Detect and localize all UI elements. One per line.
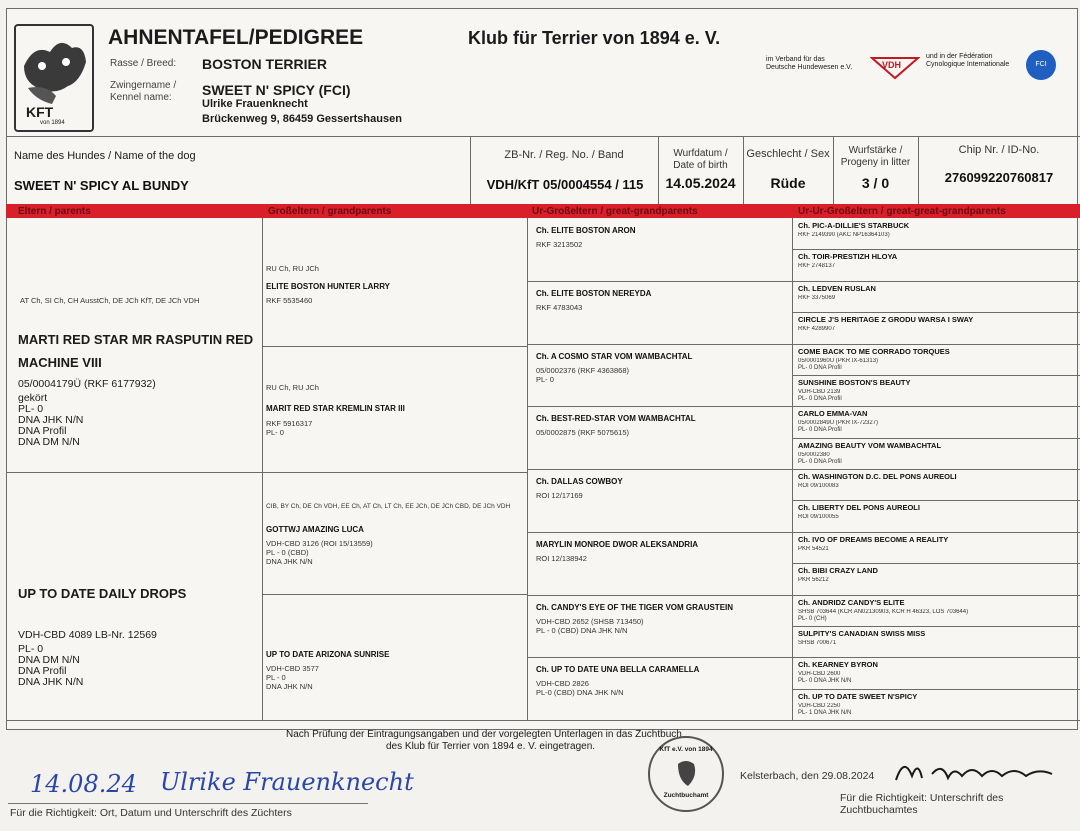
reg-number: VDH/KfT 05/0004554 / 115 <box>486 177 644 192</box>
gggp-name: AMAZING BEAUTY VOM WAMBACHTAL <box>798 440 942 450</box>
gp1-name: ELITE BOSTON HUNTER LARRY <box>266 282 391 291</box>
gp2-name: MARIT RED STAR KREMLIN STAR III <box>266 404 405 413</box>
gggp-name: SULPITY'S CANADIAN SWISS MISS <box>798 628 926 638</box>
vdh-logo-text: VDH <box>882 60 902 70</box>
chip-label: Chip Nr. / ID-No. <box>958 144 1040 156</box>
ggp-reg: VDH-CBD 2826 <box>536 679 589 689</box>
ggp-reg: 05/0002875 (RKF 5075615) <box>536 428 629 438</box>
club-stamp <box>648 736 724 812</box>
dam-line-4: DNA JHK N/N <box>18 676 84 688</box>
gggp-reg: PKR 54521 <box>798 545 829 552</box>
sex-label: Geschlecht / Sex <box>746 148 830 160</box>
gggp-name: Ch. PIC-A-DILLIE'S STARBUCK <box>798 221 910 230</box>
vdh-text-line-2: Deutsche Hundewesen e.V. <box>766 64 853 71</box>
stamp-terrier-icon <box>672 758 700 788</box>
grid-line <box>527 657 792 658</box>
gggp-name: Ch. ANDRIDZ CANDY'S ELITE <box>798 597 905 607</box>
col-grandparents: Großeltern / grandparents <box>268 206 392 217</box>
gggp-extra: PL- 1 DNA JHK N/N <box>798 709 852 716</box>
grid-line <box>792 438 1080 439</box>
grid-line <box>792 595 1080 596</box>
gp1-reg: RKF 5535460 <box>266 296 313 305</box>
ggp-reg: ROI 12/17169 <box>536 491 583 500</box>
grid-line <box>527 532 792 533</box>
ggp-name: MARYLIN MONROE DWOR ALEKSANDRIA <box>536 539 699 549</box>
gggp-name: SUNSHINE BOSTON'S BEAUTY <box>798 377 911 387</box>
gggp-reg: SHSB 703644 (KCR AN02130903, KCR H 46323, LOS 703644) <box>798 608 969 615</box>
breeder-sign-line <box>8 803 368 804</box>
sire-line-5: DNA DM N/N <box>18 436 80 448</box>
gggp-reg: ROI 09/100055 <box>798 514 839 521</box>
gggp-reg: ROI 09/100083 <box>798 483 839 489</box>
grid-line <box>792 249 1080 250</box>
gggp-reg: 05/0001960U (PKR IX-61313) <box>798 357 879 364</box>
gp2-reg: RKF 5916317 <box>266 419 313 428</box>
chip-number: 276099220760817 <box>944 170 1054 185</box>
gggp-extra: PL- 0 (CH) <box>798 615 827 622</box>
gggp-extra: PL- 0 DNA Profil <box>798 427 842 434</box>
ggp-name: Ch. ELITE BOSTON ARON <box>536 226 636 235</box>
document-title: AHNENTAFEL/PEDIGREE <box>108 26 364 49</box>
sire-titles: AT Ch, SI Ch, CH AusstCh, DE JCh KfT, DE JCh VDH <box>20 296 200 305</box>
litter-label-line-2: Progeny in litter <box>840 157 911 168</box>
sire-line-1: gekört <box>18 392 48 404</box>
stamp-bottom-text: Zuchtbuchamt <box>663 792 709 799</box>
ggp-reg: ROI 12/138942 <box>536 553 587 563</box>
col-parents: Eltern / parents <box>18 206 91 217</box>
ggp-name: Ch. DALLAS COWBOY <box>536 477 623 486</box>
fci-text <box>926 53 1009 69</box>
dob-label-line-1: Wurfdatum / <box>673 148 728 159</box>
grid-line <box>527 344 792 345</box>
breed-label: Rasse / Breed: <box>110 58 177 69</box>
gp2-titles: RU Ch, RU JCh <box>266 383 319 392</box>
sire-line-4: DNA Profil <box>18 425 67 437</box>
dog-name: SWEET N' SPICY AL BUNDY <box>14 178 189 193</box>
registration-note-1: Nach Prüfung der Eintragungsangaben und der vorgelegten Unterlagen in das Zuchtbuch <box>286 729 682 740</box>
gp3-extra2: DNA JHK N/N <box>266 557 313 566</box>
litter-label <box>833 145 918 169</box>
grid-line <box>792 281 1080 282</box>
gggp-extra: PL- 0 DNA Profil <box>798 364 842 371</box>
gggp-reg: 05/0002380 <box>798 451 830 458</box>
gp3-name: GOTTWJ AMAZING LUCA <box>266 525 364 534</box>
gggp-reg: 05/0002849U (PKR IX-72327) <box>798 420 879 427</box>
gggp-name: Ch. IVO OF DREAMS BECOME A REALITY <box>798 534 949 544</box>
gggp-reg: PKR 56212 <box>798 577 829 584</box>
grid-line <box>792 344 1080 345</box>
grid-line <box>792 657 1080 658</box>
gp3-titles: CIB, BY Ch, DE Ch VDH, EE Ch, AT Ch, LT Ch, EE JCh, DE JCh CBD, DE JCh VDH <box>266 503 511 510</box>
gp4-extra2: DNA JHK N/N <box>266 682 313 691</box>
ggp-name: Ch. UP TO DATE UNA BELLA CARAMELLA <box>536 665 700 675</box>
reg-label: ZB-Nr. / Reg. No. / Band <box>504 149 624 161</box>
gp2-extra: PL- 0 <box>266 428 284 437</box>
dob-label <box>658 148 743 172</box>
dam-line-3: DNA Profil <box>18 665 67 677</box>
gggp-name: CIRCLE J'S HERITAGE Z GRODU WARSA I SWAY <box>798 315 974 325</box>
gggp-name: Ch. KEARNEY BYRON <box>798 660 878 670</box>
gggp-extra: PL- 0 DNA Profil <box>798 458 842 465</box>
breeder-signature: Ulrike Frauenknecht <box>160 768 414 796</box>
office-signature <box>892 752 1062 788</box>
grid-line <box>792 406 1080 407</box>
grid-line <box>527 281 792 282</box>
grid-line <box>527 595 792 596</box>
dam-line-1: PL- 0 <box>18 643 44 655</box>
breed-value: BOSTON TERRIER <box>202 56 327 72</box>
handwritten-date: 14.08.24 <box>30 770 137 798</box>
gggp-name: CARLO EMMA-VAN <box>798 409 868 419</box>
grid-line <box>792 689 1080 690</box>
dog-name-label: Name des Hundes / Name of the dog <box>14 150 196 162</box>
grid-line <box>792 532 1080 533</box>
gp1-titles: RU Ch, RU JCh <box>266 264 319 273</box>
grid-line <box>262 472 527 473</box>
breeder-caption: Für die Richtigkeit: Ort, Datum und Unterschrift des Züchters <box>10 807 292 819</box>
grid-line <box>792 375 1080 376</box>
ggp-reg: RKF 3213502 <box>536 240 583 249</box>
ggp-name: Ch. CANDY'S EYE OF THE TIGER VOM GRAUSTEIN <box>536 602 734 612</box>
dam-name: UP TO DATE DAILY DROPS <box>18 586 187 601</box>
registration-note-2: des Klub für Terrier von 1894 e. V. eingetragen. <box>386 741 596 752</box>
vdh-text-line-1: im Verband für das <box>766 56 825 63</box>
gp4-reg: VDH-CBD 3577 <box>266 664 319 673</box>
dam-reg: VDH-CBD 4089 LB-Nr. 12569 <box>18 629 157 641</box>
ggp-extra: PL-0 (CBD) DNA JHK N/N <box>536 688 624 698</box>
gggp-reg: RKF 2748137 <box>798 263 836 270</box>
gggp-name: COME BACK TO ME CORRADO TORQUES <box>798 346 950 356</box>
ggp-name: Ch. A COSMO STAR VOM WAMBACHTAL <box>536 351 693 361</box>
club-name: Klub für Terrier von 1894 e. V. <box>468 28 721 48</box>
ggp-extra: PL - 0 (CBD) DNA JHK N/N <box>536 625 628 635</box>
litter-value: 3 / 0 <box>861 175 890 191</box>
gggp-reg: RKF 2149390 (AKC NP16364103) <box>798 232 890 238</box>
gggp-reg: SHSB 700671 <box>798 639 837 646</box>
fci-text-line-2: Cynologique Internationale <box>926 61 1010 68</box>
gggp-name: Ch. BIBI CRAZY LAND <box>798 566 878 576</box>
sire-line-2: PL- 0 <box>18 403 44 415</box>
ggp-name: Ch. BEST-RED-STAR VOM WAMBACHTAL <box>536 414 696 424</box>
ggp-reg: VDH-CBD 2652 (SHSB 713450) <box>536 616 644 626</box>
gggp-name: Ch. UP TO DATE SWEET N'SPICY <box>798 691 918 701</box>
sire-reg: 05/0004179Ü (RKF 6177932) <box>18 378 156 390</box>
col-greatgreat: Ur-Ur-Großeltern / great-great-grandparents <box>798 206 1006 217</box>
ggp-reg: RKF 4783043 <box>536 302 583 312</box>
grid-line <box>6 720 1080 721</box>
dob-value: 14.05.2024 <box>665 175 736 191</box>
gggp-name: Ch. LEDVEN RUSLAN <box>798 283 876 293</box>
gp4-extra: PL - 0 <box>266 673 286 682</box>
gggp-reg: VDH-CBD 2600 <box>798 671 841 678</box>
gggp-reg: RKF 3375069 <box>798 294 836 301</box>
sire-name-line-2: MACHINE VIII <box>18 355 102 370</box>
office-caption: Für die Richtigkeit: Unterschrift des Zuchtbuchamtes <box>840 792 1004 816</box>
grid-line <box>792 469 1080 470</box>
stamp-top-text: KfT e.V. von 1894 <box>659 746 713 753</box>
dam-line-2: DNA DM N/N <box>18 654 80 666</box>
sire-name-line-1: MARTI RED STAR MR RASPUTIN RED <box>18 332 254 347</box>
place-date: Kelsterbach, den 29.08.2024 <box>740 770 875 782</box>
club-logo <box>14 24 94 132</box>
grid-line <box>527 469 792 470</box>
owner-name: Ulrike Frauenknecht <box>202 98 308 110</box>
owner-address: Brückenweg 9, 86459 Gessertshausen <box>202 113 402 125</box>
dob-label-line-2: Date of birth <box>673 160 728 171</box>
grid-line <box>262 346 527 347</box>
gggp-name: Ch. LIBERTY DEL PONS AUREOLI <box>798 503 920 513</box>
grid-line <box>262 218 263 720</box>
col-great: Ur-Großeltern / great-grandparents <box>532 206 698 217</box>
gggp-reg: RKF 4289907 <box>798 326 836 333</box>
gggp-reg: VDH-CBD 2250 <box>798 702 841 709</box>
vdh-text <box>766 56 852 72</box>
grid-line <box>792 626 1080 627</box>
grid-line <box>6 472 262 473</box>
ggp-extra: PL- 0 <box>536 374 554 384</box>
gggp-name: Ch. WASHINGTON D.C. DEL PONS AUREOLI <box>798 472 957 481</box>
gp3-extra: PL - 0 (CBD) <box>266 548 309 557</box>
logo-year: von 1894 <box>40 120 65 126</box>
ggp-reg: 05/0002376 (RKF 4363868) <box>536 365 629 375</box>
gp4-name: UP TO DATE ARIZONA SUNRISE <box>266 650 390 659</box>
kennel-value: SWEET N' SPICY (FCI) <box>202 82 351 98</box>
grid-line <box>527 406 792 407</box>
grid-line <box>792 312 1080 313</box>
gggp-name: Ch. TOIR-PRESTIZH HLOYA <box>798 252 898 262</box>
ggp-name: Ch. ELITE BOSTON NEREYDA <box>536 288 652 298</box>
sire-line-3: DNA JHK N/N <box>18 414 84 426</box>
kennel-label-2: Kennel name: <box>110 92 172 103</box>
logo-text: KFT <box>26 104 54 120</box>
grid-line <box>262 594 527 595</box>
grid-line <box>792 500 1080 501</box>
sex-value: Rüde <box>770 175 806 191</box>
litter-label-line-1: Wurfstärke / <box>848 145 903 156</box>
kennel-label-1: Zwingername / <box>110 80 177 91</box>
gggp-extra: PL- 0 DNA JHK N/N <box>798 678 852 685</box>
gp3-reg: VDH-CBD 3126 (ROI 15/13559) <box>266 539 373 548</box>
gggp-extra: PL- 0 DNA Profil <box>798 395 842 402</box>
gggp-reg: VDH-CBD 2139 <box>798 388 841 395</box>
grid-line <box>792 563 1080 564</box>
vdh-logo <box>870 52 920 80</box>
fci-text-line-1: und in der Fédération <box>926 53 993 60</box>
fci-logo: FCI <box>1026 50 1056 80</box>
